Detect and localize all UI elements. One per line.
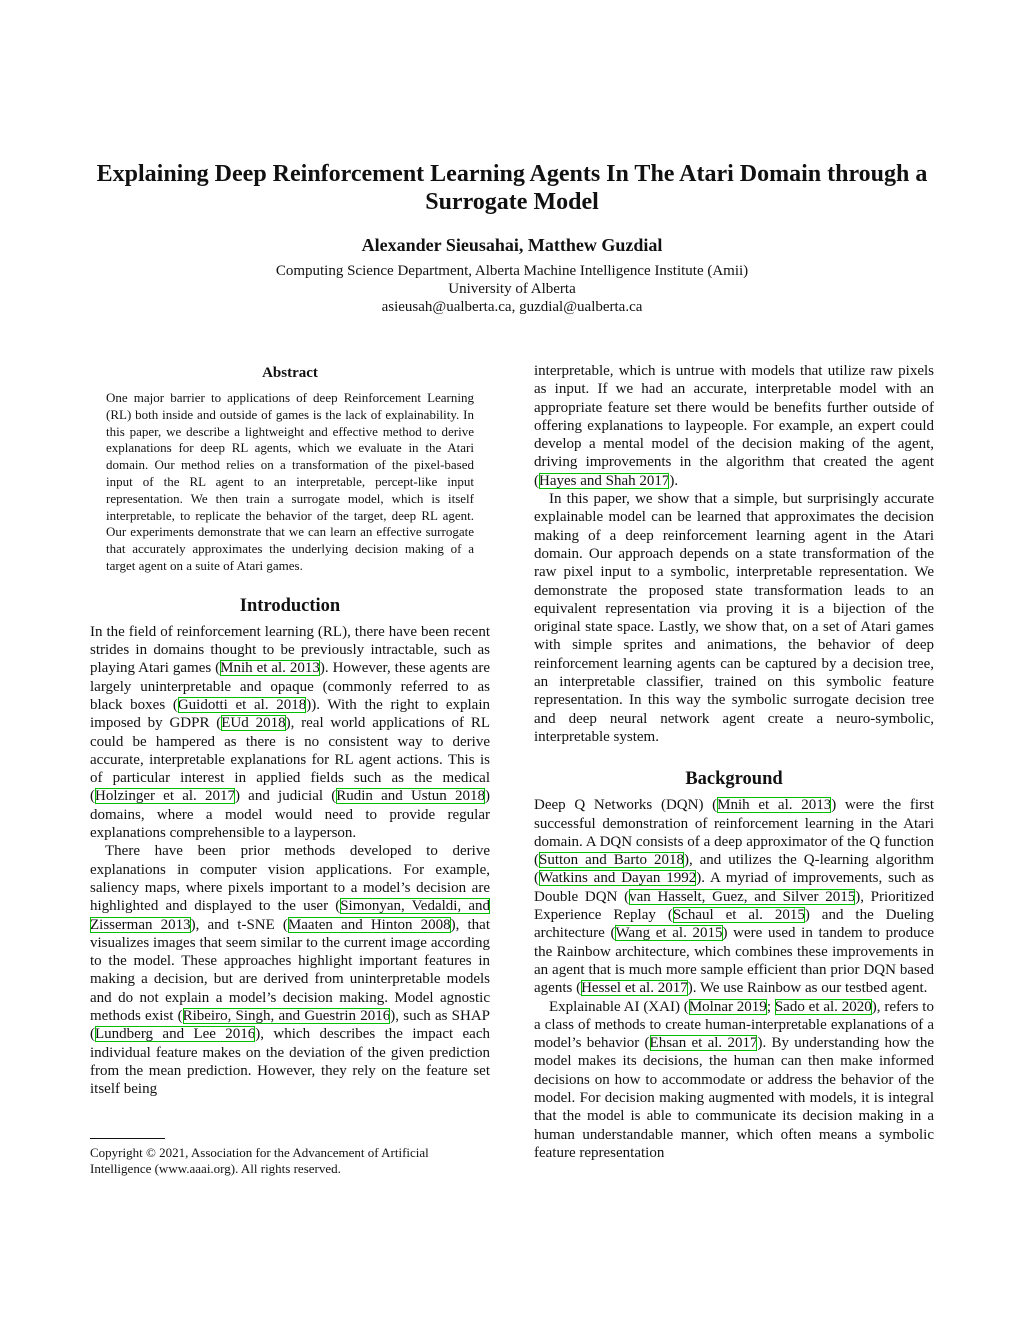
citation-link[interactable]: Wang et al. 2015 (615, 925, 723, 942)
citation-link[interactable]: Hayes and Shah 2017 (539, 472, 670, 489)
citation-link[interactable]: Hessel et al. 2017 (581, 980, 688, 997)
affiliation-block (60, 262, 964, 316)
citation-link[interactable]: Watkins and Dayan 1992 (539, 870, 697, 887)
affiliation-department: Computing Science Department, Alberta Machine Intelligence Institute (Amii) (275, 263, 749, 279)
left-column (90, 362, 490, 1098)
citation-link[interactable]: Simonyan, Vedaldi, and Zisserman 2013 (90, 898, 490, 933)
paper-title: Explaining Deep Reinforcement Learning Agents In The Atari Domain through a Surrogate Model (96, 161, 928, 215)
introduction-paragraph-2: There have been prior methods developed to derive explanations in computer vision applications. For example, saliency maps, where pixels important to a model’s decision are highlighted and displayed to the user (Simonyan, Vedaldi, and Zisserman 2013), and t-SNE (Maaten and Hinton 2008), that visualizes images that seem similar to the current image according to the model. These approaches highlight important features in making a decision, but are derived from uninterpretable models and do not explain a model’s decision making. Model agnostic methods exist (Ribeiro, Singh, and Guestrin 2016), such as SHAP (Lundberg and Lee 2016), which describes the impact each individual feature makes on the deviation of the given prediction from the mean prediction. However, they rely on the feature set itself being (90, 843, 491, 1098)
citation-link[interactable]: Mnih et al. 2013 (220, 660, 320, 677)
abstract-heading: Abstract (262, 365, 318, 381)
citation-link[interactable]: EUd 2018 (221, 715, 286, 732)
background-paragraph-1: Deep Q Networks (DQN) (Mnih et al. 2013) were the first successful demonstration of reinforcement learning in the Atari domain. A DQN consists of a deep approximator of the Q function (Sutton and Barto 2018), and utilizes the Q-learning algorithm (Watkins and Dayan 1992). A myriad of improvements, such as Double DQN (van Hasselt, Guez, and Silver 2015), Prioritized Experience Replay (Schaul et al. 2015) and the Dueling architecture (Wang et al. 2015) were used in tandem to produce the Rainbow architecture, which combines these improvements in an agent that is much more sample efficient than prior DQN based agents (Hessel et al. 2017). We use Rainbow as our testbed agent. (534, 797, 935, 997)
affiliation-university: University of Alberta (448, 281, 576, 297)
citation-link[interactable]: Guidotti et al. 2018 (177, 696, 307, 713)
citation-link[interactable]: Rudin and Ustun 2018 (336, 788, 485, 805)
citation-link[interactable]: Sado et al. 2020 (774, 998, 872, 1015)
background-heading: Background (685, 769, 783, 790)
introduction-heading: Introduction (239, 595, 341, 616)
intro-continued-paragraph-1: interpretable, which is untrue with models that utilize raw pixels as input. If we had an accurate, interpretable model with an appropriate feature set there would be benefits further outside of offering explanations to laypeople. For example, an expert could develop a mental model of the decision making of the agent, driving improvements in the algorithm that created the agent (Hayes and Shah 2017). (534, 363, 934, 489)
abstract-text: One major barrier to applications of deep Reinforcement Learning (RL) both inside and outside of games is the lack of explainability. In this paper, we describe a lightweight and effective method to derive explanations for deep RL agents, which we evaluate in the Atari domain. Our method relies on a transformation of the pixel-based input of the RL agent to an interpretable, percept-like input representation. We then train a surrogate model, which is itself interpretable, to replicate the behavior of the target, deep RL agent. Our experiments demonstrate that we can learn an effective surrogate that accurately approximates the underlying decision making of a target agent on a suite of Atari games. (106, 390, 474, 573)
copyright-text: Copyright © 2021, Association for the Advancement of Artificial Intelligence (www.aaai.org). All rights reserved. (90, 1145, 429, 1176)
citation-link[interactable]: Holzinger et al. 2017 (95, 788, 235, 805)
citation-link[interactable]: Lundberg and Lee 2016 (95, 1026, 256, 1043)
citation-link[interactable]: Schaul et al. 2015 (672, 907, 805, 924)
citation-link[interactable]: Ehsan et al. 2017 (649, 1035, 758, 1052)
citation-link[interactable]: Sutton and Barto 2018 (539, 852, 684, 869)
intro-continued-paragraph-2: In this paper, we show that a simple, but surprisingly accurate explainable model can be learned that approximates the decision making of a deep reinforcement learning agent in the Atari domain. Our approach depends on a state transformation of the raw pixel input to a symbolic, interpretable representation. We demonstrate the proposed state transformation leads to an equivalent representation via proving it is a bijection of the original state space. Lastly, we show that, on a set of Atari games with simple sprites and animations, the behavior of deep reinforcement learning agents can be captured by a decision tree, an interpretable classifier, trained on this symbolic feature representation. In this way the symbolic surrogate decision tree and deep neural network agent create a neuro-symbolic, interpretable system. (534, 491, 934, 745)
background-paragraph-2: Explainable AI (XAI) (Molnar 2019; Sado et al. 2020), refers to a class of methods to create human-interpretable explanations of a model’s behavior (Ehsan et al. 2017). By understanding how the model makes its decisions, the human can then make informed decisions on how to accommodate or address the behavior of the model. For decision making augmented with models, it is integral that the model is able to communicate its decision making in a human understandable manner, which often means a symbolic feature representation (534, 998, 934, 1161)
citation-link[interactable]: Ribeiro, Singh, and Guestrin 2016 (182, 1008, 391, 1024)
introduction-paragraph-1: In the field of reinforcement learning (RL), there have been recent strides in domains thought to be previously intractable, such as playing Atari games (Mnih et al. 2013). However, these agents are largely uninterpretable and opaque (commonly referred to as black boxes (Guidotti et al. 2018)). With the right to explain imposed by GDPR (EUd 2018), real world applications of RL could be hampered as there is no consistent way to derive accurate, interpretable explanations for RL agent actions. This is of particular interest in applied fields such as the medical (Holzinger et al. 2017) and judicial (Rudin and Ustun 2018) domains, where a model would need to provide regular explanations comprehensible to a layperson. (90, 623, 490, 842)
author-list: Alexander Sieusahai, Matthew Guzdial (361, 235, 663, 255)
citation-link[interactable]: Mnih et al. 2013 (717, 797, 832, 814)
copyright-footnote (90, 1138, 490, 1177)
citation-link[interactable]: van Hasselt, Guez, and Silver 2015 (629, 888, 856, 905)
citation-link[interactable]: Maaten and Hinton 2008 (287, 916, 451, 933)
author-emails: asieusah@ualberta.ca, guzdial@ualberta.ca (381, 299, 643, 315)
citation-link[interactable]: Molnar 2019 (688, 998, 767, 1015)
right-column (534, 362, 934, 1162)
footnote-rule (90, 1138, 165, 1139)
